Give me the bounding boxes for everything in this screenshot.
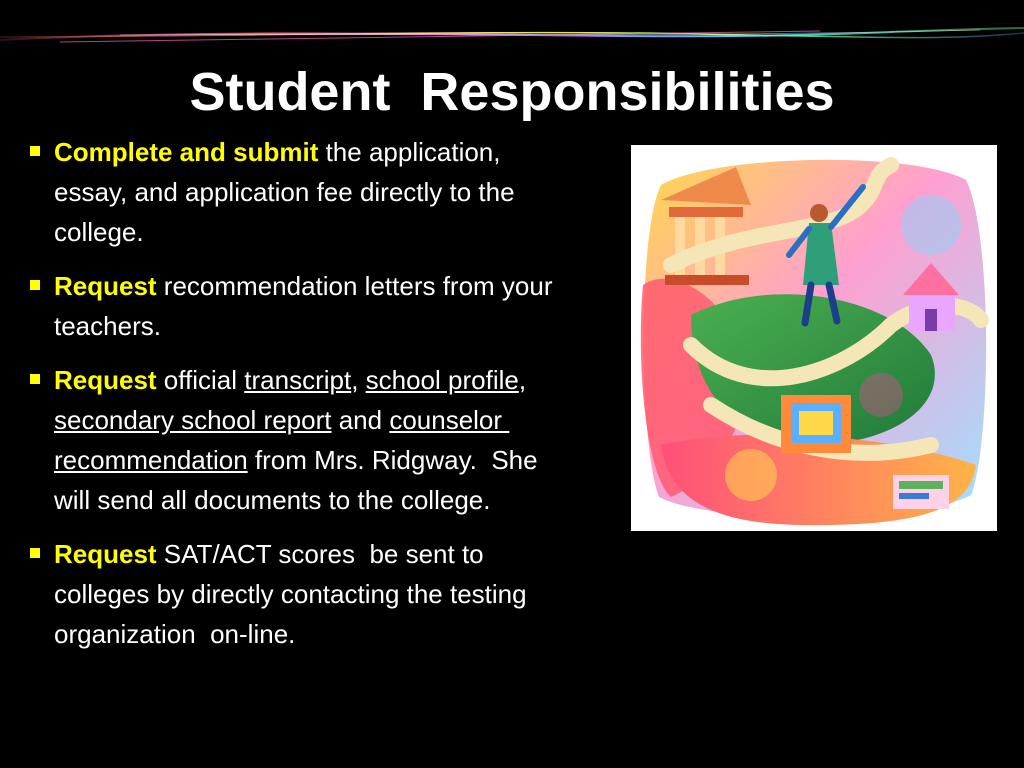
secondary-school-report-link[interactable]: secondary school report [54,405,332,435]
bullet-official-documents [28,360,576,520]
school-profile-link[interactable]: school profile [365,365,519,395]
slide-title: Student Responsibilities [189,62,835,122]
separator: and [331,405,390,435]
separator: , [518,365,534,395]
bullet-text: recommendation letters from your teachers. [54,271,560,341]
bullet-lead: Request [54,271,157,301]
bullet-recommendation-letters [28,266,576,346]
bullet-lead: Request [54,365,157,395]
bullet-lead: Request [54,539,157,569]
decorative-light-streaks [0,0,1024,50]
collage-illustration [631,145,997,531]
bullet-test-scores [28,534,576,654]
bullet-square-icon [30,548,40,558]
bullet-list [28,132,576,668]
bullet-square-icon [30,374,40,384]
bullet-text: SAT/ACT scores be sent to colleges by directly contacting the testing organization on-line. [54,539,534,649]
transcript-link[interactable]: transcript [244,365,352,395]
bullet-text: the application, essay, and application fee directly to the college. [54,137,522,247]
separator: , [351,365,366,395]
education-collage-image [631,145,997,531]
bullet-text: official [156,365,245,395]
bullet-submit-application [28,132,576,252]
counselor-recommendation-link[interactable]: counselor recommendation [54,405,510,475]
bullet-square-icon [30,280,40,290]
bullet-lead: Complete and submit [54,137,319,167]
bullet-text: from Mrs. Ridgway. She will send all documents to the college. [54,445,545,515]
bullet-square-icon [30,146,40,156]
